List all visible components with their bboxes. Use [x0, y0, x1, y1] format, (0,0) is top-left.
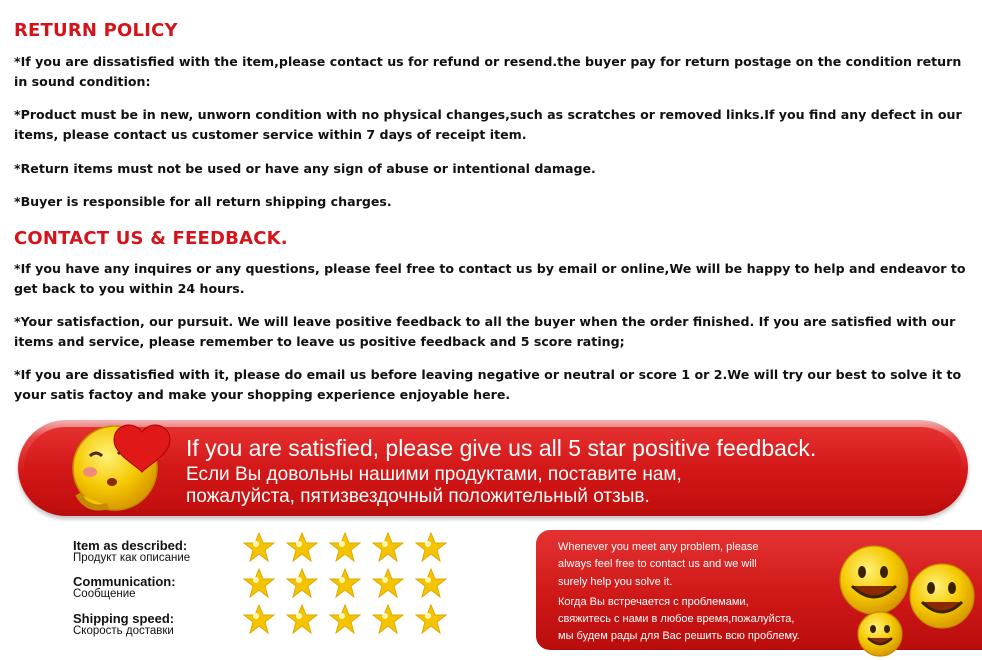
rating-sublabel-shipping: Скорость доставки: [73, 625, 174, 637]
contact-box-line-2: always feel free to contact us and we will: [558, 558, 757, 570]
return-policy-title: RETURN POLICY: [14, 20, 178, 41]
banner-line-2: Если Вы довольны нашими продуктами, поставите нам,: [186, 464, 682, 485]
star-icon: [415, 568, 447, 598]
star-icon: [329, 604, 361, 634]
rating-label-item: Item as described:: [73, 538, 188, 553]
smiley-faces-group: [828, 540, 982, 660]
smiley-face-icon: [840, 546, 908, 614]
contact-box-line-1: Whenever you meet any problem, please: [558, 541, 759, 553]
star-icon: [286, 604, 318, 634]
contact-paragraph-3: *If you are dissatisfied with it, please do email us before leaving negative or neutral or score 1 or 2.We will try our best to solve it to your satis factoy and make your shopping experience enjoyable here.: [14, 367, 962, 402]
return-policy-paragraph-4: *Buyer is responsible for all return shipping charges.: [14, 194, 392, 209]
star-icon: [372, 568, 404, 598]
smiley-face-icon: [910, 564, 974, 628]
rating-label-shipping: Shipping speed:: [73, 611, 175, 626]
contact-box-line-6: мы будем рады для Вас решить всю проблему.: [558, 630, 800, 642]
return-policy-paragraph-2: *Product must be in new, unworn condition with no physical changes,such as scratches or removed links.If you find any defect in our items, please contact us customer service within 7 days of receipt item.: [14, 107, 962, 142]
star-icon: [243, 604, 275, 634]
star-icon: [243, 532, 275, 562]
star-icon: [243, 568, 275, 598]
rating-sublabel-communication: Сообщение: [73, 588, 136, 600]
return-policy-paragraph-1: *If you are dissatisfied with the item,please contact us for refund or resend.the buyer pay for return postage on the condition return in sound condition:: [14, 54, 962, 89]
banner-line-1: If you are satisfied, please give us all 5 star positive feedback.: [186, 435, 817, 461]
star-icon: [415, 604, 447, 634]
contact-title: CONTACT US & FEEDBACK.: [14, 228, 288, 249]
kissing-smiley-icon: [60, 416, 190, 516]
star-icon: [415, 532, 447, 562]
banner-line-3: пожалуйста, пятизвездочный положительный отзыв.: [186, 486, 650, 507]
return-policy-paragraph-3: *Return items must not be used or have any sign of abuse or intentional damage.: [14, 161, 596, 176]
star-icon: [286, 532, 318, 562]
contact-paragraph-2: *Your satisfaction, our pursuit. We will leave positive feedback to all the buyer when the order finished. If you are satisfied with our items and service, please remember to leave us positive feedback and 5 score rating;: [14, 314, 956, 349]
star-icon: [372, 532, 404, 562]
contact-paragraph-1: *If you have any inquires or any questions, please feel free to contact us by email or online,We will be happy to help and endeavor to get back to you within 24 hours.: [14, 261, 966, 296]
contact-box-line-3: surely help you solve it.: [558, 576, 673, 588]
contact-box-line-5: свяжитесь с нами в любое время,пожалуйста,: [558, 613, 795, 625]
star-icon: [372, 604, 404, 634]
contact-box-line-4: Когда Вы встречается с проблемами,: [558, 596, 749, 608]
star-icon: [329, 532, 361, 562]
smiley-face-icon: [858, 612, 902, 656]
rating-sublabel-item: Продукт как описание: [73, 552, 191, 564]
rating-label-communication: Communication:: [73, 574, 176, 589]
star-icon: [329, 568, 361, 598]
star-icon: [286, 568, 318, 598]
